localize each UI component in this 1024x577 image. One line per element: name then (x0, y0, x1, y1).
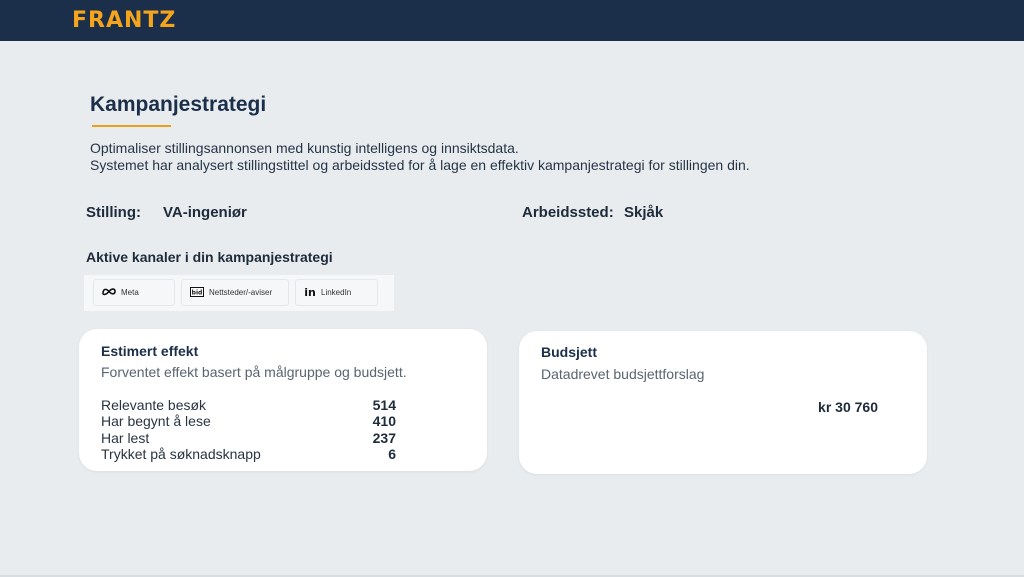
channel-label: LinkedIn (321, 288, 352, 297)
estimated-effect-card (79, 329, 487, 471)
svg-text:bid: bid (191, 289, 203, 296)
metric-row (101, 430, 396, 447)
metric-value: 410 (372, 413, 396, 429)
bid-icon (190, 287, 204, 299)
budget-card-title: Budsjett (541, 344, 597, 360)
metric-row (101, 413, 396, 430)
metric-label: Trykket på søknadsknapp (101, 446, 261, 462)
budget-amount: kr 30 760 (818, 399, 878, 415)
metric-label: Har begynt å lese (101, 413, 211, 429)
effect-card-title: Estimert effekt (101, 343, 199, 359)
metric-label: Har lest (101, 430, 150, 446)
location-value: Skjåk (624, 204, 664, 221)
svg-text:in: in (304, 286, 316, 297)
channel-label: Meta (121, 288, 139, 297)
metric-row (101, 397, 396, 414)
frantz-logo[interactable]: FRANTZ (72, 8, 177, 33)
channel-chip-meta[interactable] (93, 279, 175, 306)
channel-chip-nettsteder[interactable] (181, 279, 289, 306)
effect-card-subtitle: Forventet effekt basert på målgruppe og budsjett. (101, 364, 407, 380)
position-label: Stilling: (86, 204, 141, 221)
top-bar (0, 0, 1024, 41)
metric-value: 237 (372, 430, 396, 446)
intro-line-1: Optimaliser stillingsannonsen med kunstig intelligens og innsiktsdata. (90, 140, 519, 156)
page-title: Kampanjestrategi (90, 93, 267, 116)
budget-card-subtitle: Datadrevet budsjettforslag (541, 366, 705, 382)
location-label: Arbeidssted: (522, 204, 614, 221)
position-value: VA-ingeniør (163, 204, 247, 221)
metric-row (101, 446, 396, 463)
budget-card (519, 331, 927, 474)
linkedin-icon (304, 286, 316, 299)
channels-bar (84, 275, 394, 311)
intro-line-2: Systemet har analysert stillingstittel og arbeidssted for å lage en effektiv kampanjestrategi for stillingen din. (90, 157, 750, 173)
channels-heading: Aktive kanaler i din kampanjestrategi (86, 249, 333, 265)
metric-label: Relevante besøk (101, 397, 207, 413)
intro-text (90, 140, 750, 174)
metric-value: 6 (388, 446, 396, 462)
meta-icon (102, 287, 116, 298)
metric-value: 514 (372, 397, 396, 413)
title-underline (92, 125, 171, 127)
channel-label: Nettsteder/-aviser (209, 288, 273, 297)
channel-chip-linkedin[interactable] (295, 279, 378, 306)
